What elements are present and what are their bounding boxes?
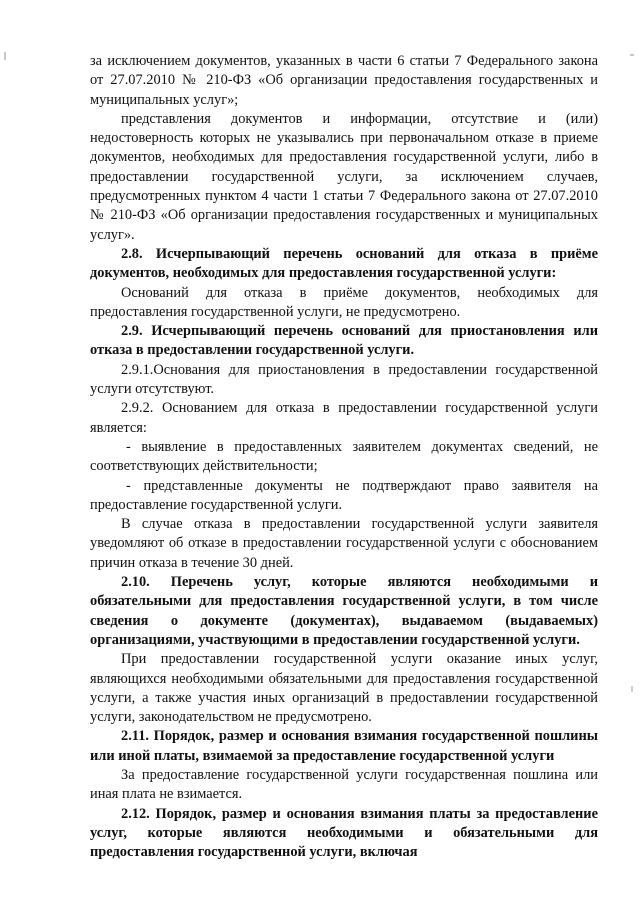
scan-margin-mark <box>631 686 633 692</box>
paragraph: представления документов и информации, отсутствие и (или) недостоверность которых не указывались при первоначальном отказе в приеме документов, необходимых для предоставления государственной услуги, либо в предоставлении государственной услуги, за исключением случаев, предусмотренных пунктом 4 части 1 статьи 7 Федерального закона от 27.07.2010 № 210-ФЗ «Об организации предоставления государственных и муниципальных услуг». <box>90 110 598 243</box>
paragraph: за исключением документов, указанных в части 6 статьи 7 Федерального закона от 27.07.2010 № 210-ФЗ «Об организации предоставления государственных и муниципальных услуг»; <box>90 53 598 108</box>
section-heading-2-9: 2.9. Исчерпывающий перечень оснований для приостановления или отказа в предоставлении государственной услуги. <box>90 323 598 359</box>
list-item: - выявление в предоставленных заявителем документах сведений, не соответствующих действительности; <box>90 438 598 475</box>
section-heading-2-11: 2.11. Порядок, размер и основания взимания государственной пошлины или иной платы, взимаемой за предоставление государственной услуги <box>90 728 598 764</box>
paragraph: При предоставлении государственной услуги оказание иных услуг, являющихся необходимыми обязательными для предоставления государственной услуги, а также участия иных организаций в предоставлении государственной услуги, законодательством не предусмотрено. <box>90 651 598 726</box>
paragraph: 2.9.1.Основания для приостановления в предоставлении государственной услуги отсутствуют. <box>90 361 598 398</box>
section-heading-2-8: 2.8. Исчерпывающий перечень оснований для отказа в приёме документов, необходимых для предоставления государственной услуги: <box>90 245 598 282</box>
scan-margin-mark <box>630 54 634 56</box>
section-heading-2-12: 2.12. Порядок, размер и основания взимания платы за предоставление услуг, которые являются необходимыми и обязательными для предоставления государственной услуги, включая <box>90 805 598 861</box>
section-heading-2-10: 2.10. Перечень услуг, которые являются необходимыми и обязательными для предоставления государственной услуги, в том числе сведения о документе (документах), выдаваемом (выдаваемых) организациями, участвующими в предоставлении государственной услуги. <box>90 574 598 648</box>
paragraph: Оснований для отказа в приёме документов, необходимых для предоставления государственной услуги, не предусмотрено. <box>90 284 598 320</box>
paragraph: 2.9.2. Основанием для отказа в предоставлении государственной услуги является: <box>90 400 598 436</box>
scan-margin-mark <box>4 52 6 60</box>
paragraph: В случае отказа в предоставлении государственной услуги заявителя уведомляют об отказе в предоставлении государственной услуги с обоснованием причин отказа в течение 30 дней. <box>90 516 598 571</box>
paragraph: За предоставление государственной услуги государственная пошлина или иная плата не взимается. <box>90 766 598 803</box>
list-item: - представленные документы не подтверждают право заявителя на предоставление государственной услуги. <box>90 477 598 513</box>
document-body <box>90 52 598 862</box>
